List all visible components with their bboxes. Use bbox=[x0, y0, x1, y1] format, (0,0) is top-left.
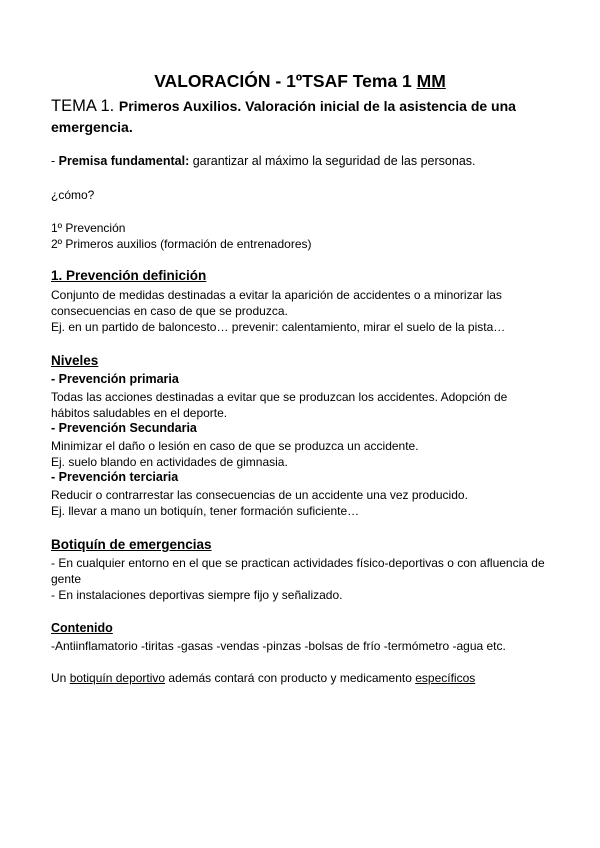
botiquin-line-3: - En instalaciones deportivas siempre fijo y señalizado. bbox=[51, 588, 343, 602]
primaria-line-1: Todas las acciones destinadas a evitar que se produzcan los accidentes. Adopción de bbox=[51, 390, 508, 404]
botiquin-line-2: gente bbox=[51, 572, 82, 586]
niveles-heading: Niveles bbox=[51, 353, 99, 368]
topic-line-1: Primeros Auxilios. Valoración inicial de la asistencia de una bbox=[118, 98, 516, 114]
prevencion-line-3: Ej. en un partido de baloncesto… prevenir: calentamiento, mirar el suelo de la pista… bbox=[51, 320, 506, 334]
premisa-line: - Premisa fundamental: garantizar al máximo la seguridad de las personas. bbox=[51, 154, 476, 168]
terciaria-line-2: Ej. llevar a mano un botiquín, tener formación suficiente… bbox=[51, 504, 360, 518]
terciaria-line-1: Reducir o contrarrestar las consecuencias de un accidente una vez producido. bbox=[51, 488, 468, 502]
step-1: 1º Prevención bbox=[51, 221, 126, 235]
topic-subtitle bbox=[51, 96, 516, 138]
botiquin-line-1: - En cualquier entorno en el que se practican actividades físico-deportivas o con afluencia de bbox=[51, 556, 545, 570]
contenido-list: -Antiinflamatorio -tiritas -gasas -vendas -pinzas -bolsas de frío -termómetro -agua etc. bbox=[51, 639, 506, 653]
prevencion-line-2: consecuencias en caso de que se produzca. bbox=[51, 304, 288, 318]
topic-prefix: TEMA 1. bbox=[51, 97, 119, 115]
como-question: ¿cómo? bbox=[51, 188, 95, 202]
premisa-label: Premisa fundamental: bbox=[58, 154, 190, 168]
prevencion-line-1: Conjunto de medidas destinadas a evitar la aparición de accidentes o a minorizar las bbox=[51, 288, 502, 302]
document-title: VALORACIÓN - 1ºTSAF Tema 1 MM bbox=[154, 71, 446, 91]
especificos-term: específicos bbox=[415, 671, 476, 685]
topic-line-2: emergencia. bbox=[51, 119, 133, 135]
primaria-line-2: hábitos saludables en el deporte. bbox=[51, 406, 228, 420]
premisa-text: garantizar al máximo la seguridad de las personas. bbox=[189, 154, 476, 168]
contenido-heading: Contenido bbox=[51, 621, 113, 635]
prevencion-heading: 1. Prevención definición bbox=[51, 268, 207, 283]
final-line: Un botiquín deportivo además contará con producto y medicamento específicos bbox=[51, 671, 476, 685]
secundaria-line-2: Ej. suelo blando en actividades de gimnasia. bbox=[51, 455, 288, 469]
secundaria-line-1: Minimizar el daño o lesión en caso de que se produzca un accidente. bbox=[51, 439, 419, 453]
secundaria-label: - Prevención Secundaria bbox=[51, 421, 197, 435]
step-2: 2º Primeros auxilios (formación de entrenadores) bbox=[51, 237, 312, 251]
primaria-label: - Prevención primaria bbox=[51, 372, 179, 386]
botiquin-heading: Botiquín de emergencias bbox=[51, 537, 212, 552]
botiquin-deportivo-term: botiquín deportivo bbox=[69, 671, 166, 685]
terciaria-label: - Prevención terciaria bbox=[51, 470, 179, 484]
title-mm: MM bbox=[416, 71, 446, 91]
